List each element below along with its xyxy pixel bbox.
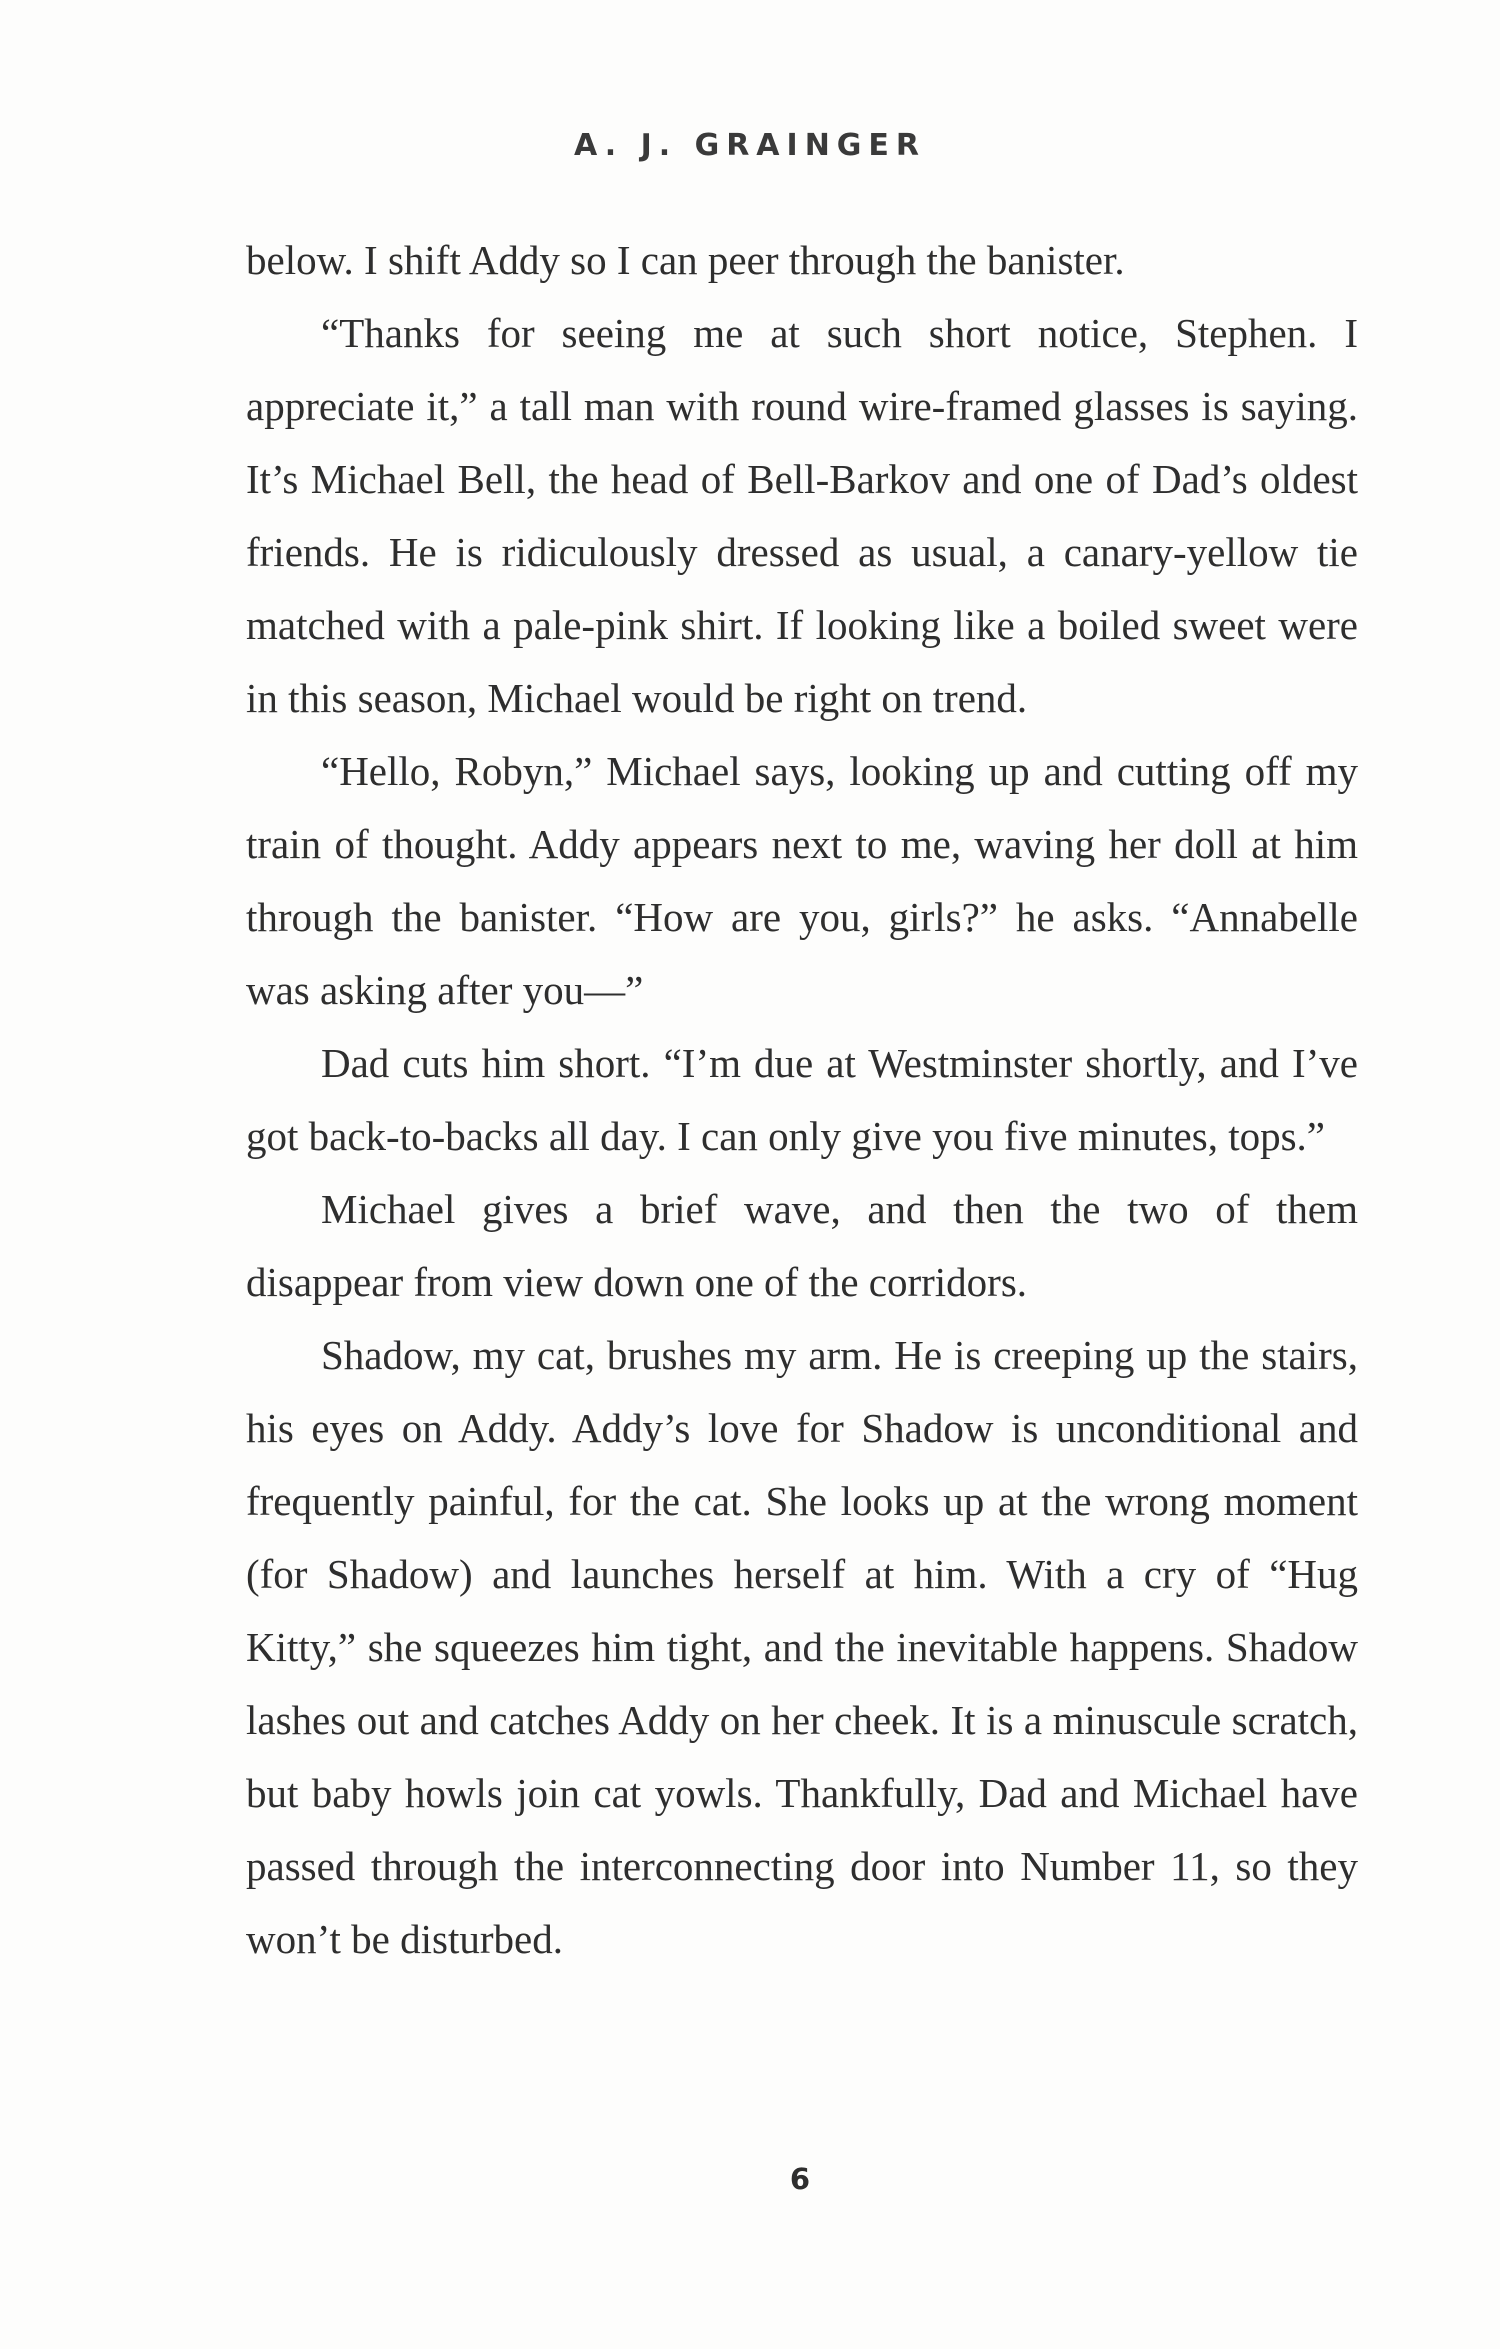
paragraph: “Thanks for seeing me at such short notice, Stephen. I appreciate it,” a tall man with round wire-framed glasses is saying. It’s Michael Bell, the head of Bell-Barkov and one of Dad’s oldest friends. He is ridiculously dressed as usual, a canary-yellow tie matched with a pale-pink shirt. If looking like a boiled sweet were in this season, Michael would be right on trend. bbox=[246, 310, 1358, 721]
paragraph: Shadow, my cat, brushes my arm. He is creeping up the stairs, his eyes on Addy. Addy’s love for Shadow is unconditional and frequently painful, for the cat. She looks up at the wrong moment (for Shadow) and launches herself at him. With a cry of “Hug Kitty,” she squeezes him tight, and the inevitable happens. Shadow lashes out and catches Addy on her cheek. It is a minuscule scratch, but baby howls join cat yowls. Thankfully, Dad and Michael have passed through the interconnecting door into Number 11, so they won’t be disturbed. bbox=[246, 1332, 1358, 1962]
paragraph: below. I shift Addy so I can peer through the banister. bbox=[246, 237, 1125, 283]
paragraph: Michael gives a brief wave, and then the two of them disappear from view down one of the corridors. bbox=[246, 1186, 1358, 1305]
paragraph: Dad cuts him short. “I’m due at Westminster shortly, and I’ve got back-to-backs all day. I can only give you five minutes, tops.” bbox=[246, 1040, 1358, 1159]
body-text bbox=[246, 224, 1358, 1976]
running-head: A. J. GRAINGER bbox=[573, 128, 927, 163]
page-number: 6 bbox=[789, 2162, 811, 2196]
paragraph: “Hello, Robyn,” Michael says, looking up and cutting off my train of thought. Addy appears next to me, waving her doll at him through the banister. “How are you, girls?” he asks. “Annabelle was asking after you—” bbox=[246, 748, 1358, 1013]
